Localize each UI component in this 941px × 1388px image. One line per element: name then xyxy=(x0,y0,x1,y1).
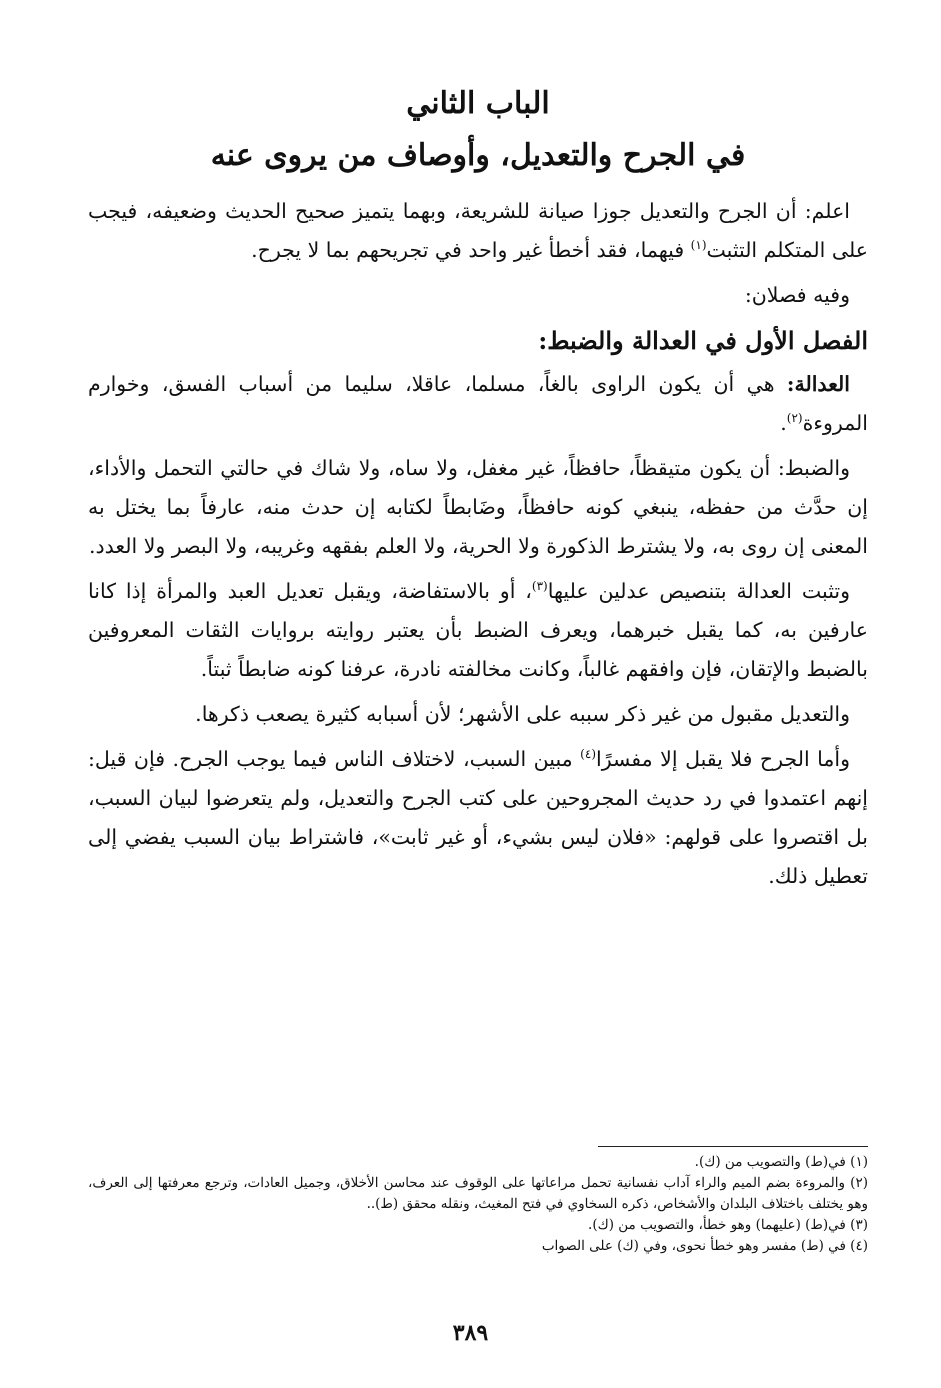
sections-line: وفيه فصلان: xyxy=(744,283,850,307)
footnote-ref-3: (٣) xyxy=(531,579,548,594)
thubut-paragraph xyxy=(88,572,868,689)
footnote-2: (٢) والمروءة بضم الميم والراء آداب نفسانية تحمل مراعاتها على الوقوف عند محاسن الأخلاق، وجميل العادات، وترجع معرفتها إلى العرف، وهو يختلف باختلاف البلدان والأشخاص، ذكره السخاوي في فتح المغيث، ونقله محقق (ط).. xyxy=(88,1175,868,1212)
jarh-paragraph xyxy=(88,740,868,896)
adala-end: . xyxy=(780,411,787,435)
section-heading: الفصل الأول في العدالة والضبط: xyxy=(538,326,868,355)
chapter-label: الباب الثاني xyxy=(406,86,550,121)
footnote-ref-2: (٢) xyxy=(786,411,803,426)
footnote-1: (١) في(ط) والتصويب من (ك). xyxy=(694,1154,868,1170)
intro-text-tail: فيهما، فقد أخطأ غير واحد في تجريحهم بما لا يجرح. xyxy=(251,238,691,262)
page-body xyxy=(88,82,868,902)
footnote-ref-4: (٤) xyxy=(580,747,596,762)
footnotes xyxy=(88,1152,868,1257)
thubut-text: وتثبت العدالة بتنصيص عدلين عليها xyxy=(547,579,850,603)
footnote-divider xyxy=(598,1146,868,1147)
footnote-3: (٣) في(ط) (عليهما) وهو خطأ، والتصويب من (ك). xyxy=(588,1217,868,1233)
jarh-text: وأما الجرح فلا يقبل إلا مفسرًا xyxy=(596,747,850,771)
page-number: ٣٨٩ xyxy=(452,1320,489,1346)
adala-text: هي أن يكون الراوى بالغاً، مسلما، عاقلا، سليما من أسباب الفسق، وخوارم المروءة xyxy=(88,372,868,435)
adala-paragraph xyxy=(88,365,868,443)
jarh-tail: مبين السبب، لاختلاف الناس فيما يوجب الجرح. فإن قيل: إنهم اعتمدوا في رد حديث المجروحين على كتب الجرح والتعديل، ولم يتعرضوا لبيان السبب، بل اقتصروا على قولهم: «فلان ليس بشيء، أو غير ثابت»، فاشتراط بيان السبب يفضي إلى تعطيل ذلك. xyxy=(88,747,868,888)
adala-term: العدالة: xyxy=(786,372,850,396)
footnote-ref-1: (١) xyxy=(690,238,707,253)
tadil-paragraph: والتعديل مقبول من غير ذكر سببه على الأشهر؛ لأن أسبابه كثيرة يصعب ذكرها. xyxy=(195,702,850,726)
intro-paragraph xyxy=(88,192,868,270)
thubut-tail: ، أو بالاستفاضة، ويقبل تعديل العبد والمرأة إذا كانا عارفين به، كما يقبل خبرهما، ويعرف الضبط بأن يعتبر روايته بروايات الثقات المعروفين بالضبط والإتقان، فإن وافقهم غالباً، وكانت مخالفته نادرة، عرفنا كونه ضابطاً ثبتاً. xyxy=(88,579,868,681)
intro-text: اعلم: أن الجرح والتعديل جوزا صيانة للشريعة، وبهما يتميز صحيح الحديث وضعيفه، فيجب على المتكلم التثبت xyxy=(88,199,868,262)
footnote-4: (٤) في (ط) مفسر وهو خطأ نحوى، وفي (ك) على الصواب xyxy=(541,1238,868,1254)
dabt-paragraph: والضبط: أن يكون متيقظاً، حافظاً، غير مغفل، ولا ساه، ولا شاك في حالتي التحمل والأداء، إن حدَّث من حفظه، ينبغي كونه حافظاً، وضَابطاً لكتابه إن حدث منه، عارفاً بما يختل به المعنى إن روى به، ولا يشترط الذكورة ولا الحرية، ولا العلم بفقهه وغريبه، ولا البصر ولا العدد. xyxy=(88,456,868,558)
chapter-title: في الجرح والتعديل، وأوصاف من يروى عنه xyxy=(210,138,746,173)
